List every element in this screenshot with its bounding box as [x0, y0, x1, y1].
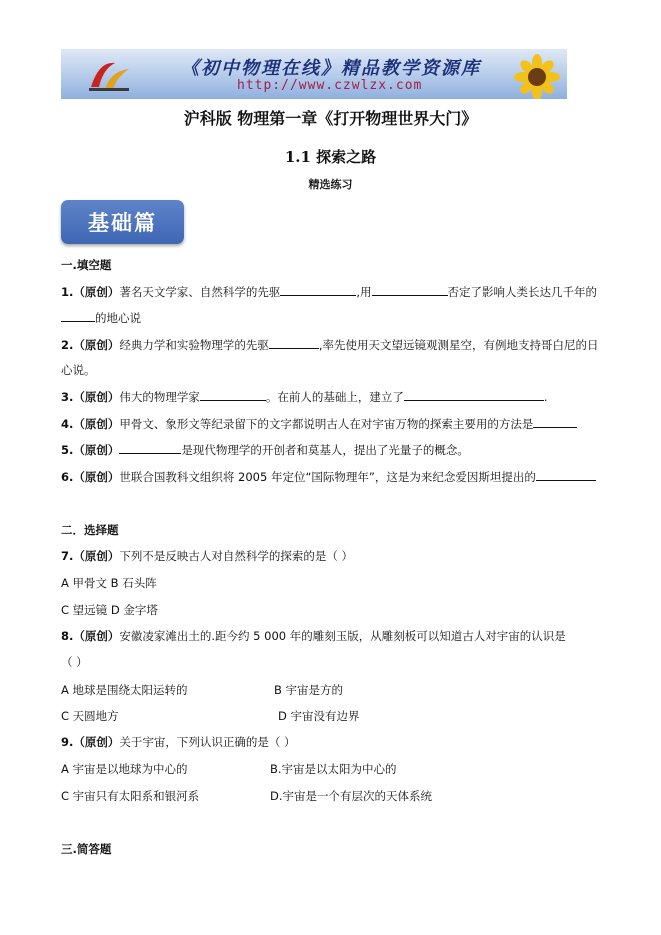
question-text: 心说。 [61, 363, 96, 377]
option-c: C 天圆地方 [61, 709, 119, 723]
question-7 [61, 548, 353, 564]
section-heading-answer: 三.简答题 [61, 842, 112, 856]
question-text: 关于宇宙，下列认识正确的是（ ） [119, 735, 296, 749]
question-text: 的地心说 [95, 311, 141, 325]
banner-url: http://www.czwlzx.com [237, 78, 423, 93]
option-d: D.宇宙是一个有层次的天体系统 [270, 789, 433, 803]
logo-icon [85, 57, 135, 93]
option-a: A 宇宙是以地球为中心的 [61, 762, 188, 776]
answer-blank[interactable] [119, 442, 181, 454]
answer-blank[interactable] [536, 469, 596, 481]
question-2-cont [61, 362, 96, 378]
option-b: B 宇宙是方的 [274, 683, 344, 697]
option-line: A 甲骨文 B 石头阵 [61, 576, 157, 590]
question-number: 6.（原创） [61, 470, 120, 484]
banner-title: 《初中物理在线》精品教学资源库 [181, 58, 481, 79]
question-text: 著名天文学家、自然科学的先驱 [119, 285, 281, 299]
question-4 [61, 416, 577, 432]
question-text: ,率先使用天文望远镜观测星空，有例地支持哥白尼的日 [318, 338, 599, 352]
question-number: 7.（原创） [61, 549, 120, 563]
sunflower-icon [509, 53, 565, 99]
question-2 [61, 337, 599, 353]
question-text: 甲骨文、象形文等纪录留下的文字都说明古人在对宇宙万物的探索主要用的方法是 [119, 417, 534, 431]
header-banner [61, 49, 567, 99]
answer-blank[interactable] [269, 337, 319, 349]
answer-blank[interactable] [372, 284, 448, 296]
option-a: A 地球是围绕太阳运转的 [61, 683, 188, 697]
question-9 [61, 734, 296, 750]
question-number: 1.（原创） [61, 285, 120, 299]
exercise-label: 精选练习 [308, 178, 353, 191]
answer-blank[interactable] [404, 389, 544, 401]
level-badge-label: 基础篇 [88, 210, 157, 235]
question-number: 9.（原创） [61, 735, 120, 749]
answer-blank[interactable] [533, 416, 577, 428]
answer-blank[interactable] [61, 310, 95, 322]
question-number: 8.（原创） [61, 629, 120, 643]
question-text: 伟大的物理学家 [119, 390, 200, 404]
question-text: . [543, 390, 548, 404]
question-6 [61, 469, 596, 485]
option-b: B.宇宙是以太阳为中心的 [270, 762, 397, 776]
question-text: 经典力学和实验物理学的先驱 [119, 338, 269, 352]
answer-parentheses: （ ） [61, 655, 88, 669]
option-c: C 宇宙只有太阳系和银河系 [61, 789, 200, 803]
question-text: 世联合国教科文组织将 2005 年定位“国际物理年”，这是为来纪念爱因斯坦提出的 [119, 470, 536, 484]
level-badge [61, 200, 184, 244]
question-number: 4.（原创） [61, 417, 120, 431]
question-number: 5.（原创） [61, 443, 120, 457]
question-text: 安徽凌家滩出土的.距今约 5 000 年的雕刻玉版，从雕刻板可以知道古人对宇宙的认识是 [119, 629, 566, 643]
section-heading-choice: 二．选择题 [61, 523, 119, 537]
question-3 [61, 389, 548, 405]
question-number: 3.（原创） [61, 390, 120, 404]
section-heading-fill: 一.填空题 [61, 258, 112, 272]
question-5 [61, 442, 469, 458]
question-1-cont [61, 310, 141, 326]
section-title: 1.1 探索之路 [284, 148, 377, 166]
question-text: 。在前人的基础上，建立了 [265, 390, 404, 404]
question-text: 下列不是反映古人对自然科学的探索的是（ ） [119, 549, 354, 563]
answer-blank[interactable] [280, 284, 356, 296]
question-8 [61, 628, 566, 644]
option-line: C 望远镜 D 金字塔 [61, 603, 158, 617]
page-title: 沪科版 物理第一章《打开物理世界大门》 [183, 109, 478, 128]
question-text: ,用 [356, 285, 372, 299]
question-text: 否定了影响人类长达几千年的 [447, 285, 598, 299]
question-1 [61, 284, 597, 300]
question-text: 是现代物理学的开创者和莫基人，提出了光量子的概念。 [181, 443, 469, 457]
question-number: 2.（原创） [61, 338, 120, 352]
option-d: D 宇宙没有边界 [278, 709, 360, 723]
answer-blank[interactable] [200, 389, 266, 401]
